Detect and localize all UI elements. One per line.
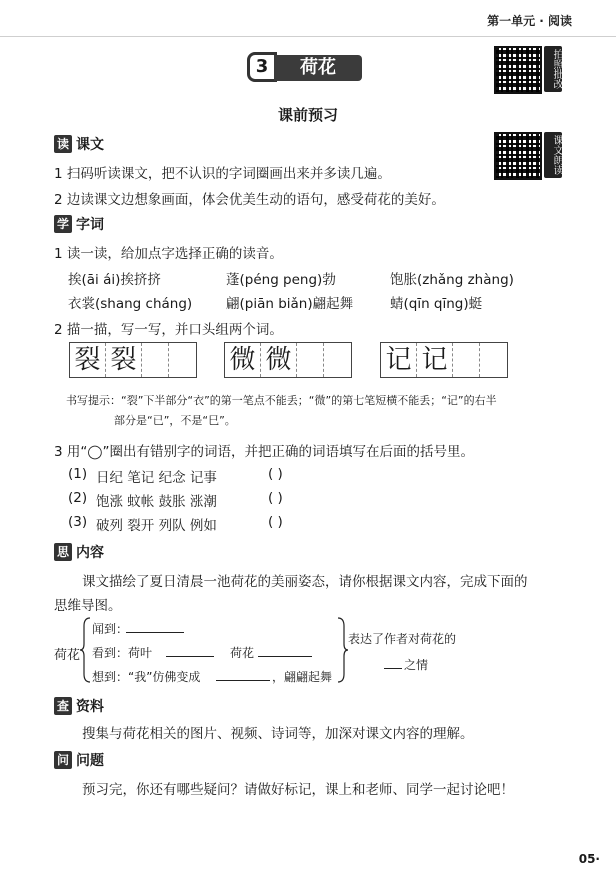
blank-cell[interactable] xyxy=(453,343,480,377)
think-paragraph: 思维导图。 xyxy=(54,598,122,614)
lesson-title: 荷花 xyxy=(274,55,362,81)
learn-question-3: 3 用“◯”圈出有错别字的词语，并把正确的词语填写在后面的括号里。 xyxy=(54,444,474,460)
pinyin-item[interactable]: 饱胀(zhǎng zhàng) xyxy=(390,272,514,288)
blank-line[interactable] xyxy=(258,644,312,657)
error-row-label: (3) xyxy=(68,514,88,530)
trace-char: 记 xyxy=(381,343,417,377)
ask-icon: 问 xyxy=(54,751,72,769)
read-item-2: 2 边读课文边想象画面，体会优美生动的语句，感受荷花的美好。 xyxy=(54,192,445,208)
read-icon: 读 xyxy=(54,135,72,153)
trace-char: 裂 xyxy=(106,343,142,377)
mindmap-see-lotus: 荷花 xyxy=(230,646,255,660)
think-icon: 思 xyxy=(54,543,72,561)
blank-line[interactable] xyxy=(384,656,402,669)
writing-grid[interactable] xyxy=(380,342,508,378)
section-learn xyxy=(54,214,104,234)
blank-cell[interactable] xyxy=(297,343,324,377)
check-icon: 查 xyxy=(54,697,72,715)
mindmap-imagine-end: ，翩翩起舞 xyxy=(272,670,333,684)
qr-label-audio: 课文朗读 xyxy=(544,132,562,178)
section-title: 资料 xyxy=(76,699,104,715)
learn-question-1: 1 读一读，给加点字选择正确的读音。 xyxy=(54,246,283,262)
writing-tip: 部分是“已”，不是“巳”。 xyxy=(114,414,236,427)
check-text: 搜集与荷花相关的图片、视频、诗词等，加深对课文内容的理解。 xyxy=(82,726,474,742)
mindmap-root: 荷花 xyxy=(54,648,81,663)
section-title: 内容 xyxy=(76,545,104,561)
learn-question-2: 2 描一描，写一写，并口头组两个词。 xyxy=(54,322,283,338)
writing-grid[interactable] xyxy=(224,342,352,378)
qr-code-icon[interactable] xyxy=(494,132,542,180)
section-title: 问题 xyxy=(76,753,104,769)
blank-line[interactable] xyxy=(216,668,270,681)
right-brace xyxy=(336,616,348,684)
answer-parentheses[interactable]: ( ) xyxy=(268,514,283,530)
blank-cell[interactable] xyxy=(324,343,351,377)
pinyin-item[interactable]: 蜻(qīn qīng)蜓 xyxy=(390,296,483,312)
think-paragraph: 课文描绘了夏日清晨一池荷花的美丽姿态，请你根据课文内容，完成下面的 xyxy=(82,574,528,590)
section-title: 字词 xyxy=(76,217,104,233)
writing-tip: 书写提示：“裂”下半部分“衣”的第一笔点不能丢；“微”的第七笔短横不能丢；“记”的右半 xyxy=(66,394,497,407)
lesson-subtitle: 课前预习 xyxy=(277,106,338,124)
mindmap-imagine: 想到：“我”仿佛变成 xyxy=(92,670,201,684)
answer-parentheses[interactable]: ( ) xyxy=(268,490,283,506)
trace-char: 微 xyxy=(261,343,297,377)
page-number: 05· xyxy=(578,852,600,866)
section-title: 课文 xyxy=(76,137,104,153)
pinyin-item[interactable]: 挨(āi ái)挨挤挤 xyxy=(68,272,161,288)
pinyin-item[interactable]: 蓬(péng peng)勃 xyxy=(226,272,336,288)
blank-line[interactable] xyxy=(126,620,184,633)
trace-char: 微 xyxy=(225,343,261,377)
read-item-1: 1 扫码听读课文，把不认识的字词圈画出来并多读几遍。 xyxy=(54,166,391,182)
error-row-words[interactable]: 日纪 笔记 纪念 记事 xyxy=(96,470,217,486)
error-row-words[interactable]: 破列 裂开 列队 例如 xyxy=(96,518,217,534)
section-check xyxy=(54,696,104,716)
mindmap-see: 看到：荷叶 xyxy=(92,646,153,660)
mindmap-express-end: 之情 xyxy=(404,658,429,672)
learn-icon: 学 xyxy=(54,215,72,233)
qr-code-icon[interactable] xyxy=(494,46,542,94)
pinyin-item[interactable]: 衣裳(shang cháng) xyxy=(68,296,193,312)
lesson-number: 3 xyxy=(247,52,277,82)
error-row-label: (1) xyxy=(68,466,88,482)
error-row-label: (2) xyxy=(68,490,88,506)
qr-label-grade: 拍照批改 xyxy=(544,46,562,92)
pinyin-item[interactable]: 翩(piān biǎn)翩起舞 xyxy=(226,296,354,312)
section-ask xyxy=(54,750,104,770)
unit-header: 第一单元 · 阅读 xyxy=(487,14,572,28)
header-divider xyxy=(0,36,616,37)
blank-cell[interactable] xyxy=(480,343,507,377)
mindmap-smell: 闻到： xyxy=(92,622,129,636)
writing-grid[interactable] xyxy=(69,342,197,378)
blank-cell[interactable] xyxy=(169,343,196,377)
answer-parentheses[interactable]: ( ) xyxy=(268,466,283,482)
mindmap-express: 表达了作者对荷花的 xyxy=(348,632,457,646)
left-brace xyxy=(80,616,92,684)
blank-cell[interactable] xyxy=(142,343,169,377)
section-read xyxy=(54,134,104,154)
trace-char: 裂 xyxy=(70,343,106,377)
trace-char: 记 xyxy=(417,343,453,377)
section-think xyxy=(54,542,104,562)
blank-line[interactable] xyxy=(166,644,214,657)
ask-text: 预习完，你还有哪些疑问？请做好标记，课上和老师、同学一起讨论吧！ xyxy=(82,782,514,798)
error-row-words[interactable]: 饱涨 蚊帐 鼓胀 涨潮 xyxy=(96,494,217,510)
